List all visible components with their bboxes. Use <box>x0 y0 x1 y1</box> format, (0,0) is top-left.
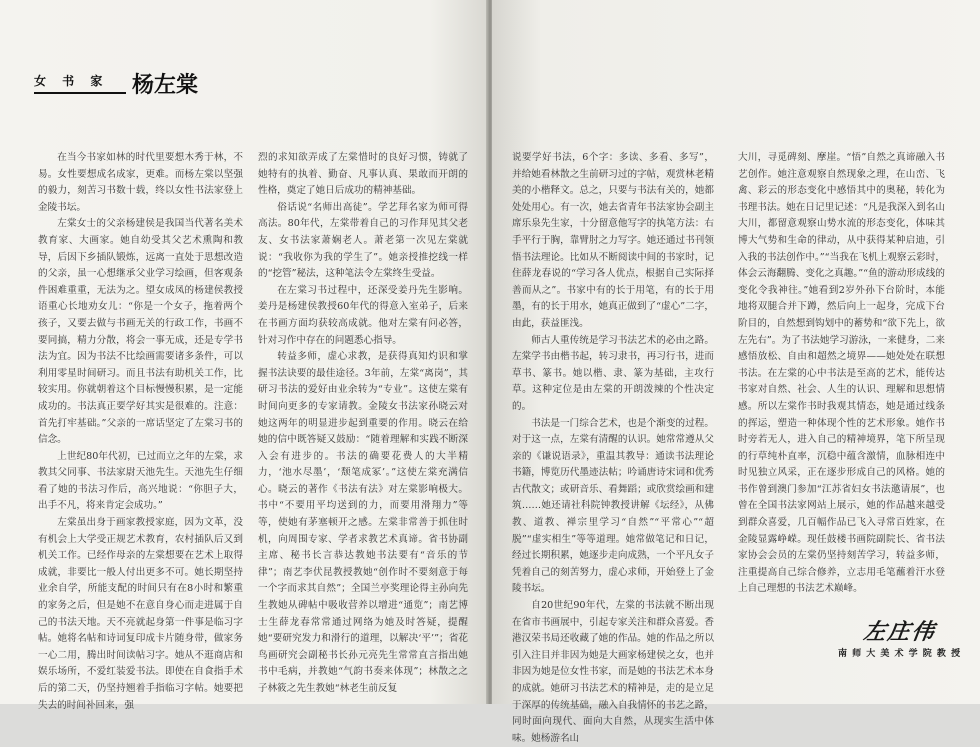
paragraph: 在当今书家如林的时代里要想木秀于林，不易。女性要想成名成家，更难。而杨左棠以坚强的毅力，刻苦习书数十载，终以女性书法家登上金陵书坛。 <box>38 152 243 213</box>
paragraph: 左棠虽出身于画家教授家庭，因为文革，没有机会上大学受正规艺术教育，农村插队后又到机关工作。已经作母亲的左棠想要在艺术上取得成就，非要比一般人付出更多不可。她长期坚持业余自学，所能支配的时间只有在8小时和繁重的家务之后，但是她不在意自身心而走进属于自己的书法天地。天不亮就起身第一件事是临习字帖。她将名帖和诗词复印成卡片随身带，做家务一心二用，腾出时间读帖习字。她从不逛商店和娱乐场所，不爱红装爱书法。即使在自食指手术后的第二天，仍坚持翘着手指临习字帖。她要把失去的时间补回来，强 <box>38 517 243 711</box>
left-column-2 <box>258 150 468 698</box>
right-column-2 <box>738 150 945 598</box>
paragraph: 师古人重传统是学习书法艺术的必由之路。左棠学书由楷书起，转习隶书，再习行书，进而草书、篆书。她以楷、隶、篆为基础，主攻行草。这种定位是由左棠的开朗泼辣的个性决定的。 <box>512 334 714 412</box>
left-page <box>0 0 488 711</box>
right-column-1 <box>512 150 714 747</box>
paragraph: 书法是一门综合艺术，也是个渐变的过程。对于这一点，左棠有清醒的认识。她常常遵从父亲的《谦说语录》，重温其教导：通读书法理论书籍，博览历代墨迹法帖；吟诵唐诗宋词和优秀古代散文；或研音乐、看舞蹈；或欣赏绘画和建筑……她还请社科院钟教授讲解《坛经》，从佛教、道教、禅宗里学习“自然”“平常心”“超脱”“虚实相生”等等道理。她常做笔记和日记，经过长期积累，她逐步走向成熟，一个平凡女子凭着自己的刻苦努力，虚心求师，开始登上了金陵书坛。 <box>512 417 714 595</box>
left-column-1 <box>38 150 243 714</box>
author-signature: 左庄伟 <box>861 619 938 645</box>
paragraph: 俗话说“名师出高徒”。学艺拜名家为师可得高法。80年代，左棠带着自己的习作拜见其父老友、女书法家萧娴老人。萧老第一次见左棠就说：“我收你为我的学生了”。她亲授推挖线一样的“挖管”秘法，这种笔法令左棠终生受益。 <box>258 201 468 280</box>
paragraph: 在左棠习书过程中，还深受姜丹先生影响。姜丹是杨建侯教授60年代的得意入室弟子，后来在书画方面均获较高成就。他对左棠有问必答，针对习作中存在的问题悉心指导。 <box>258 284 468 346</box>
paragraph: 烈的求知欲弄成了左棠惜时的良好习惯，铸就了她特有的执着、勤奋、凡事认真、果敢而开朗的性格，奠定了她日后成功的精神基础。 <box>258 152 468 197</box>
section-label: 女 书 家 <box>34 74 109 88</box>
paragraph: 自20世纪90年代，左棠的书法就不断出现在省市书画展中，引起专家关注和群众喜爱。香港汉荣书局还收藏了她的作品。她的作品之所以引入注目并非因为她是大画家杨建侯之女，也并非因为她是位女性书家，而是她的书法艺术本身的成就。她研习书法艺术的精神是，走的是立足于深厚的传统基础，融入自我情怀的书艺之路，同时面向现代、面向大自然，从现实生活中体味。她杨游名山 <box>512 600 714 744</box>
paragraph: 上世纪80年代初，已过而立之年的左棠，求教其父同事、书法家尉天池先生。天池先生仔细看了她的书法习作后，高兴地说：“你胆子大，出手不凡，将来肯定会成功。” <box>38 450 243 512</box>
paragraph: 大川，寻觅碑刻、摩崖。“悟”自然之真谛融入书艺创作。她注意观察自然现象之理，在山峦、飞禽、彩云的形态变化中感悟其中的奥秘，转化为书理书法。她在日记里记述：“凡是我深入到名山大川，都留意观察山势水流的形态变化，体味其博大气势和生命的律动，从中获得某种启迪，引入我的书法创作中。”“当我在飞机上观察云彩时，体会云海翻腾、变化之真趣。”“鱼的游动形成线的变化令我神往。”她看到2岁外孙下台阶时，本能地将双腿合并下蹲，然后向上一起身，完成下台阶目的，自然想到钩划中的蓄势和“欲下先上，欲左先右”。为了书法她学习游泳，一来健身，二来感悟放松、自由和超然之境界——她处处在联想书法。在左棠的心中书法是至高的艺术，能传达书家对自然、社会、人生的认识、理解和思想情感。所以左棠作书时我观其情态，她是通过线条的挥运，塑造一种体现个性的艺术形象。她作书时旁若无人，进入自己的精神境界，笔下所呈现的行草纯朴直率，沉稳中蕴含激情，血脉相连中时见独立风采，正在逐步形成自己的风格。她的书作曾到澳门参加“江苏省妇女书法邀请展”，也曾在全国书法家网站上展示，她的作品越来越受到群众喜爱，几百幅作品已飞入寻常百姓家，在金陵显露峥嵘。现任鼓楼书画院副院长、省书法家协会会员的左棠仍坚持刻苦学习，转益多师，注重提高自己综合修养，立志用毛笔蘸着汗水登上自己理想的书法艺术巅峰。 <box>738 152 945 595</box>
article-title: 杨左棠 <box>132 72 199 98</box>
paragraph: 说要学好书法，6个字：多读、多看、多写”，并给她看林散之生前研习过的字帖，观赏林老精美的小楷释文。总之，只要与书法有关的，她都处处用心。有一次，她去省青年书法家协会副主席乐泉先生家，十分留意他写字的执笔方法：右手平行于胸，靠臂肘之力写字。她还通过书刊领悟书法理论。比如从不断阅读中间的书家时，记住薛龙春说的“学习各人优点，根据自己实际择善而从之”。书家中有的长于用笔，有的长于用墨，有的长于用水，她真正做到了“虚心”二字，由此，获益匪浅。 <box>512 152 714 329</box>
paragraph: 转益多师，虚心求教，是获得真知灼识和掌握书法诀要的最佳途径。3年前，左棠“离岗”，其研习书法的爱好由业余转为“专业”。这使左棠有时间向更多的专家请教。金陵女书法家孙晓云对她这两年的明显进步起到重要的作用。晓云在给她的信中既答疑又鼓励：“随着理解和实践不断深入会有进步的。书法的确要花费人的大半精力，‘池水尽墨’，‘颓笔成冢’。”这使左棠充满信心。晓云的著作《书法有法》对左棠影响极大。书中“不要用平均送到的力，而要用滑翔力”等等，使她有茅塞顿开之感。左棠非常善于抓住时机，向周围专家、学者求教艺术真谛。省书协副主席、秘书长言恭达教她书法要有“音乐的节律”；南艺李伏昆教授教她“创作时不要刻意于每一个字而求其自然”；全国兰亭奖理论得主孙向先生教她从碑帖中吸收营养以增进“通览”；南艺博士生薛龙春常常通过网络为她及时答疑，提醒她“要研究发力和滑行的道理，以解决‘平’”；省花鸟画研究会副秘书长孙元亮先生常常直言指出她书中毛病，并教她“气韵书奏来体现”；林散之之子林筱之先生教她“林老生前反复 <box>258 351 468 694</box>
paragraph: 左棠女士的父亲杨建侯是我国当代著名美术教育家、大画家。她自幼受其父艺术熏陶和教导，后因下乡插队锻炼，远离一直处于思想改造的父亲，虽一心想继承父业学习绘画，但客观条件困难重重，无法为之。望女成凤的杨建侯教授语重心长地劝女儿：“你是一个女子，拖着两个孩子，又要去做与书画无关的行政工作，书画不要同搞，精力分散，将会一事无成，还是专学书法为宜。因为书法不比绘画需要诸多条件，可以利用零星时间研习。而且书法有助机关工作，比较实用。你就朝着这个目标慢慢积累，是一定能成功的。书法真正要学好其实是很难的。注意：首先打牢基础。”父亲的一席话坚定了左棠习书的信念。 <box>38 218 243 446</box>
article-header <box>34 64 454 104</box>
header-rule <box>34 92 126 94</box>
author-affiliation: 南 师 大 美 术 学 院 教 授 <box>838 649 962 659</box>
right-page <box>492 0 980 744</box>
